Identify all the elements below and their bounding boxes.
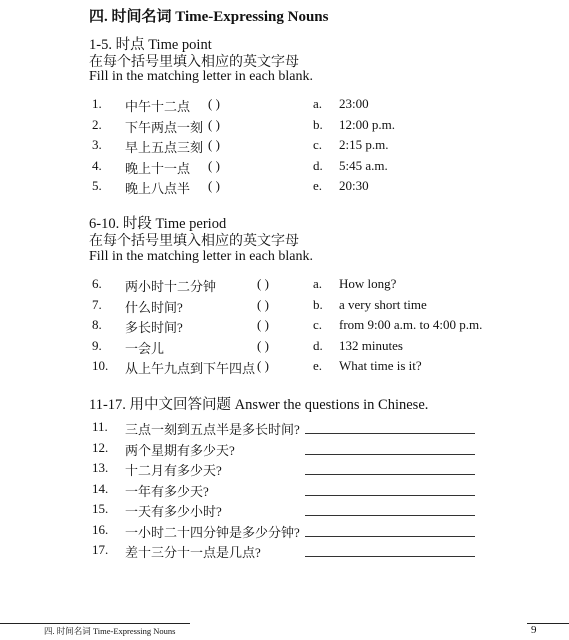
footer-rule-left bbox=[0, 623, 190, 624]
question-chinese: 差十三分十一点是几点? bbox=[125, 545, 261, 560]
question-number: 16. bbox=[92, 521, 109, 537]
option-text: 5:45 a.m. bbox=[339, 157, 388, 173]
question-chinese: 一年有多少天? bbox=[125, 483, 209, 499]
item-number: 5. bbox=[92, 178, 102, 193]
question-chinese: 十二月有多少天? bbox=[125, 463, 222, 478]
section1-instruction-en: Fill in the matching letter in each blank. bbox=[89, 69, 313, 84]
question-chinese: 一小时二十四分钟是多少分钟? bbox=[125, 524, 300, 540]
item-number: 10. bbox=[92, 358, 109, 373]
item-chinese: 中午十二点 bbox=[125, 99, 191, 114]
answer-blank: ( ) bbox=[257, 337, 269, 353]
item-chinese: 早上五点三刻 bbox=[125, 140, 204, 155]
question-number: 11. bbox=[92, 419, 108, 434]
question-number: 12. bbox=[92, 439, 109, 455]
option-text: 23:00 bbox=[339, 96, 369, 111]
option-letter: d. bbox=[313, 157, 323, 173]
item-chinese: 晚上八点半 bbox=[125, 181, 191, 196]
section2-instruction-cn: 在每个括号里填入相应的英文字母 bbox=[89, 234, 299, 249]
answer-line bbox=[305, 495, 475, 496]
question-number: 17. bbox=[92, 542, 109, 557]
question-chinese: 三点一刻到五点半是多长时间? bbox=[125, 422, 300, 437]
item-number: 6. bbox=[92, 276, 102, 291]
item-number: 8. bbox=[92, 317, 102, 332]
item-chinese: 下午两点一刻 bbox=[125, 119, 204, 135]
item-chinese: 多长时间? bbox=[125, 320, 183, 335]
option-letter: c. bbox=[313, 137, 323, 152]
question-chinese: 一天有多少小时? bbox=[125, 504, 222, 519]
page-title: 四. 时间名词 Time-Expressing Nouns bbox=[89, 9, 329, 25]
option-letter: e. bbox=[313, 358, 323, 373]
option-text: What time is it? bbox=[339, 358, 422, 373]
item-number: 3. bbox=[92, 137, 102, 152]
option-text: 20:30 bbox=[339, 178, 369, 193]
answer-line bbox=[305, 433, 475, 434]
question-number: 13. bbox=[92, 460, 109, 475]
footer-label: 四. 时间名词 Time-Expressing Nouns bbox=[44, 626, 176, 636]
item-number: 1. bbox=[92, 96, 102, 111]
answer-line bbox=[305, 556, 475, 557]
answer-blank: ( ) bbox=[208, 116, 220, 132]
item-number: 4. bbox=[92, 157, 102, 173]
option-letter: b. bbox=[313, 116, 323, 132]
answer-line bbox=[305, 454, 475, 455]
option-text: How long? bbox=[339, 276, 397, 291]
answer-blank: ( ) bbox=[257, 276, 269, 291]
option-text: 12:00 p.m. bbox=[339, 116, 395, 132]
item-chinese: 晚上十一点 bbox=[125, 160, 191, 176]
option-letter: a. bbox=[313, 96, 323, 111]
section3-title: 11-17. 用中文回答问题 Answer the questions in Chinese. bbox=[89, 397, 429, 413]
answer-line bbox=[305, 536, 475, 537]
option-text: a very short time bbox=[339, 296, 427, 312]
option-text: 2:15 p.m. bbox=[339, 137, 389, 152]
option-letter: c. bbox=[313, 317, 323, 332]
question-number: 14. bbox=[92, 480, 109, 496]
item-chinese: 一会儿 bbox=[125, 340, 165, 356]
question-number: 15. bbox=[92, 501, 109, 516]
page-number: 9 bbox=[531, 624, 537, 636]
option-text: 132 minutes bbox=[339, 337, 403, 353]
answer-blank: ( ) bbox=[257, 358, 269, 373]
option-letter: a. bbox=[313, 276, 323, 291]
question-chinese: 两个星期有多少天? bbox=[125, 442, 235, 458]
answer-blank: ( ) bbox=[208, 157, 220, 173]
answer-blank: ( ) bbox=[208, 178, 220, 193]
option-letter: b. bbox=[313, 296, 323, 312]
item-number: 9. bbox=[92, 337, 102, 353]
item-chinese: 什么时间? bbox=[125, 299, 183, 315]
item-chinese: 两小时十二分钟 bbox=[125, 279, 217, 294]
section2-instruction-en: Fill in the matching letter in each blank. bbox=[89, 249, 313, 264]
option-letter: e. bbox=[313, 178, 323, 193]
option-text: from 9:00 a.m. to 4:00 p.m. bbox=[339, 317, 483, 332]
item-number: 7. bbox=[92, 296, 102, 312]
section2-title: 6-10. 时段 Time period bbox=[89, 216, 227, 232]
answer-line bbox=[305, 515, 475, 516]
answer-blank: ( ) bbox=[208, 137, 220, 152]
answer-blank: ( ) bbox=[257, 296, 269, 312]
item-chinese: 从上午九点到下午四点 bbox=[125, 361, 256, 376]
answer-blank: ( ) bbox=[257, 317, 269, 332]
answer-blank: ( ) bbox=[208, 96, 220, 111]
section1-instruction-cn: 在每个括号里填入相应的英文字母 bbox=[89, 55, 299, 70]
option-letter: d. bbox=[313, 337, 323, 353]
answer-line bbox=[305, 474, 475, 475]
item-number: 2. bbox=[92, 116, 102, 132]
section1-title: 1-5. 时点 Time point bbox=[89, 37, 212, 53]
